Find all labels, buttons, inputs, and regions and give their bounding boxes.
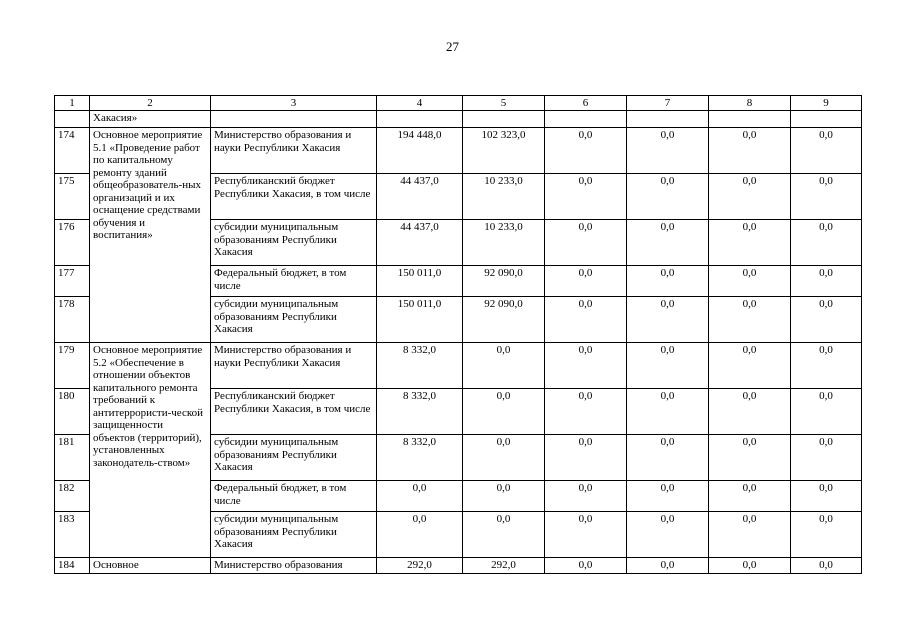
amount-cell: 0,0	[709, 174, 791, 220]
row-number: 179	[55, 343, 90, 389]
amount-cell: 0,0	[545, 174, 627, 220]
amount-cell: 0,0	[463, 343, 545, 389]
table-body	[55, 96, 862, 574]
amount-cell: 0,0	[627, 343, 709, 389]
table-row	[55, 558, 862, 574]
amount-cell: 102 323,0	[463, 128, 545, 174]
amount-cell: 0,0	[709, 389, 791, 435]
funding-source: Федеральный бюджет, в том числе	[211, 481, 377, 512]
amount-cell: 44 437,0	[377, 220, 463, 266]
funding-source: Министерство образования	[211, 558, 377, 574]
budget-table	[54, 95, 862, 574]
column-header: 8	[709, 96, 791, 111]
amount-cell: 0,0	[545, 558, 627, 574]
amount-cell: 0,0	[709, 297, 791, 343]
empty-cell	[545, 111, 627, 128]
amount-cell: 0,0	[463, 512, 545, 558]
empty-cell	[377, 111, 463, 128]
row-number: 182	[55, 481, 90, 512]
amount-cell: 0,0	[545, 481, 627, 512]
funding-source: Министерство образования и науки Республики Хакасия	[211, 128, 377, 174]
funding-source: Федеральный бюджет, в том числе	[211, 266, 377, 297]
empty-cell	[627, 111, 709, 128]
row-number: 184	[55, 558, 90, 574]
amount-cell: 0,0	[463, 481, 545, 512]
funding-source: Республиканский бюджет Республики Хакасия, в том числе	[211, 389, 377, 435]
amount-cell: 0,0	[627, 128, 709, 174]
amount-cell: 0,0	[791, 512, 862, 558]
amount-cell: 92 090,0	[463, 297, 545, 343]
amount-cell: 0,0	[545, 128, 627, 174]
amount-cell: 0,0	[377, 481, 463, 512]
funding-source: Министерство образования и науки Республики Хакасия	[211, 343, 377, 389]
amount-cell: 0,0	[545, 220, 627, 266]
amount-cell: 0,0	[463, 435, 545, 481]
amount-cell: 0,0	[627, 266, 709, 297]
amount-cell: 194 448,0	[377, 128, 463, 174]
amount-cell: 292,0	[463, 558, 545, 574]
amount-cell: 0,0	[627, 389, 709, 435]
amount-cell: 0,0	[791, 220, 862, 266]
empty-cell	[211, 111, 377, 128]
amount-cell: 0,0	[709, 266, 791, 297]
empty-cell	[709, 111, 791, 128]
row-number: 181	[55, 435, 90, 481]
column-header: 4	[377, 96, 463, 111]
amount-cell: 0,0	[709, 481, 791, 512]
amount-cell: 0,0	[791, 389, 862, 435]
column-header: 2	[90, 96, 211, 111]
amount-cell: 0,0	[545, 297, 627, 343]
amount-cell: 0,0	[791, 174, 862, 220]
amount-cell: 0,0	[709, 128, 791, 174]
amount-cell: 0,0	[627, 558, 709, 574]
continuation-row	[55, 111, 862, 128]
page-number: 27	[446, 39, 459, 54]
row-number: 178	[55, 297, 90, 343]
amount-cell: 0,0	[627, 220, 709, 266]
column-header: 1	[55, 96, 90, 111]
row-number: 177	[55, 266, 90, 297]
amount-cell: 0,0	[545, 512, 627, 558]
activity-name: Основное	[90, 558, 211, 574]
amount-cell: 0,0	[377, 512, 463, 558]
amount-cell: 0,0	[545, 435, 627, 481]
amount-cell: 0,0	[545, 343, 627, 389]
activity-name: Основное мероприятие 5.1 «Проведение работ по капитальному ремонту зданий общеобразователь-ных организаций и их оснащение средствами обучения и воспитания»	[90, 128, 211, 343]
funding-source: субсидии муниципальным образованиям Республики Хакасия	[211, 512, 377, 558]
amount-cell: 0,0	[627, 481, 709, 512]
amount-cell: 0,0	[791, 481, 862, 512]
amount-cell: 0,0	[791, 343, 862, 389]
row-number: 174	[55, 128, 90, 174]
funding-source: субсидии муниципальным образованиям Республики Хакасия	[211, 297, 377, 343]
table-row	[55, 128, 862, 174]
amount-cell: 0,0	[791, 297, 862, 343]
amount-cell: 0,0	[791, 266, 862, 297]
amount-cell: 0,0	[627, 174, 709, 220]
amount-cell: 0,0	[709, 220, 791, 266]
activity-name: Основное мероприятие 5.2 «Обеспечение в отношении объектов капитального ремонта требований к антитеррористи-ческой защищенности объектов (территорий), установленных законодатель-ством»	[90, 343, 211, 558]
amount-cell: 0,0	[709, 558, 791, 574]
amount-cell: 92 090,0	[463, 266, 545, 297]
empty-cell	[55, 111, 90, 128]
amount-cell: 0,0	[627, 297, 709, 343]
column-header: 6	[545, 96, 627, 111]
amount-cell: 10 233,0	[463, 220, 545, 266]
amount-cell: 8 332,0	[377, 389, 463, 435]
amount-cell: 44 437,0	[377, 174, 463, 220]
amount-cell: 0,0	[709, 435, 791, 481]
amount-cell: 0,0	[709, 512, 791, 558]
amount-cell: 292,0	[377, 558, 463, 574]
row-number: 176	[55, 220, 90, 266]
column-header-row	[55, 96, 862, 111]
amount-cell: 150 011,0	[377, 266, 463, 297]
column-header: 7	[627, 96, 709, 111]
amount-cell: 10 233,0	[463, 174, 545, 220]
amount-cell: 0,0	[463, 389, 545, 435]
funding-source: субсидии муниципальным образованиям Республики Хакасия	[211, 220, 377, 266]
amount-cell: 0,0	[791, 435, 862, 481]
column-header: 5	[463, 96, 545, 111]
empty-cell	[463, 111, 545, 128]
row-number: 180	[55, 389, 90, 435]
amount-cell: 8 332,0	[377, 435, 463, 481]
table-row	[55, 343, 862, 389]
row-number: 183	[55, 512, 90, 558]
column-header: 9	[791, 96, 862, 111]
amount-cell: 0,0	[627, 435, 709, 481]
amount-cell: 0,0	[627, 512, 709, 558]
amount-cell: 150 011,0	[377, 297, 463, 343]
amount-cell: 0,0	[545, 266, 627, 297]
row-number: 175	[55, 174, 90, 220]
column-header: 3	[211, 96, 377, 111]
amount-cell: 0,0	[545, 389, 627, 435]
empty-cell	[791, 111, 862, 128]
amount-cell: 0,0	[791, 558, 862, 574]
amount-cell: 8 332,0	[377, 343, 463, 389]
funding-source: Республиканский бюджет Республики Хакасия, в том числе	[211, 174, 377, 220]
amount-cell: 0,0	[791, 128, 862, 174]
continuation-text: Хакасия»	[90, 111, 211, 128]
amount-cell: 0,0	[709, 343, 791, 389]
funding-source: субсидии муниципальным образованиям Республики Хакасия	[211, 435, 377, 481]
